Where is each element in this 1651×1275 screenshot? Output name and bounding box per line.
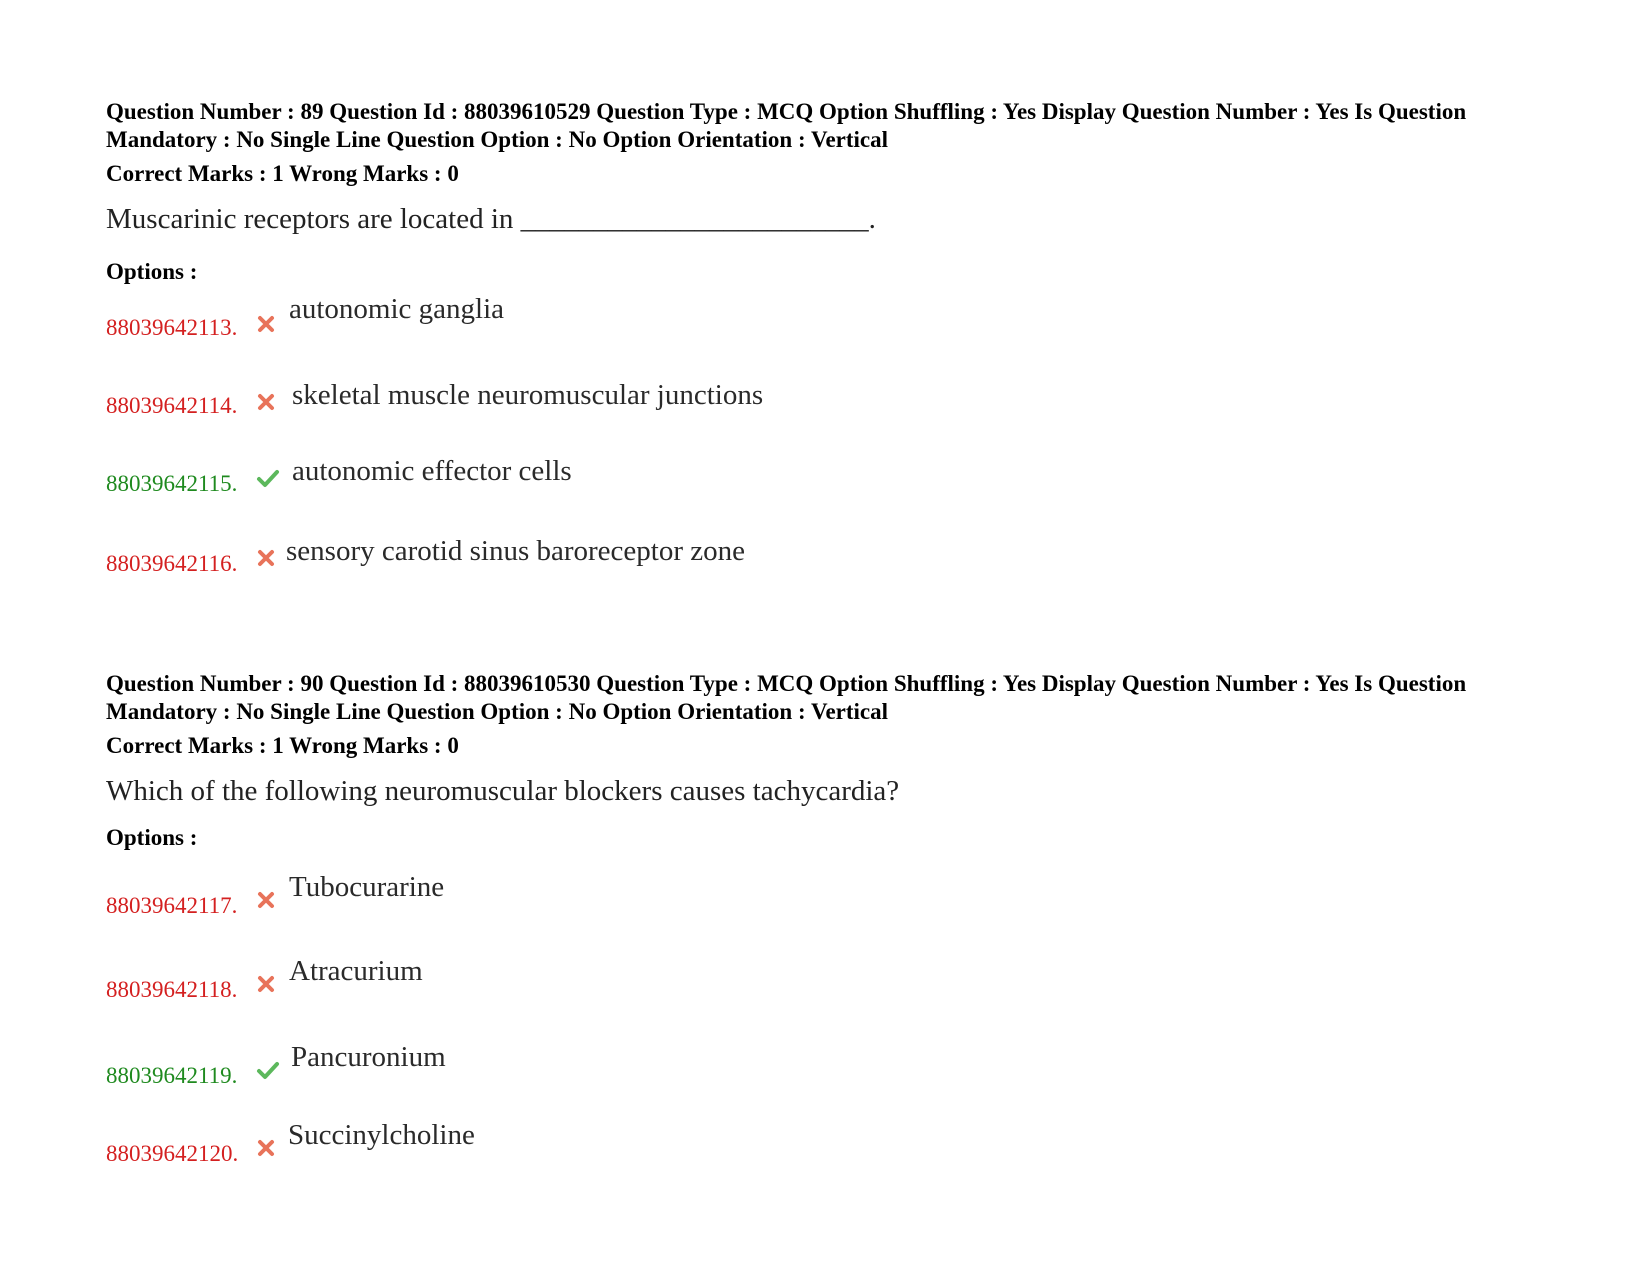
option-row: [106, 1118, 1546, 1178]
option-id: 88039642113.: [106, 315, 238, 340]
check-icon: [256, 468, 280, 488]
question-text: Muscarinic receptors are located in ________________________.: [106, 203, 876, 235]
option-id: 88039642117.: [106, 893, 238, 918]
cross-icon: [256, 890, 276, 910]
option-id: 88039642120.: [106, 1141, 239, 1166]
question-text: Which of the following neuromuscular blockers causes tachycardia?: [106, 775, 900, 807]
options-label: Options :: [106, 259, 198, 284]
question-meta: Question Number : 90 Question Id : 88039610530 Question Type : MCQ Option Shuffling : Yes Display Question Number : Yes Is Question Mandatory : No Single Line Question Option : No Option Orientation : Vertical: [106, 671, 1467, 724]
cross-icon: [256, 1138, 276, 1158]
question-block: [106, 98, 1546, 596]
option-id: 88039642119.: [106, 1063, 238, 1088]
option-row: [106, 1036, 1546, 1118]
option-row: [106, 536, 1546, 596]
option-text: sensory carotid sinus baroreceptor zone: [286, 535, 746, 567]
option-row: [106, 372, 1546, 456]
option-text: autonomic effector cells: [292, 455, 572, 487]
option-text: Succinylcholine: [288, 1119, 475, 1151]
option-text: Pancuronium: [291, 1041, 446, 1073]
cross-icon: [256, 548, 276, 568]
option-row: [106, 292, 1546, 372]
option-row: [106, 864, 1546, 950]
question-block: [106, 670, 1546, 1178]
cross-icon: [256, 974, 276, 994]
option-row: [106, 456, 1546, 536]
option-text: Tubocurarine: [289, 871, 445, 903]
options-label: Options :: [106, 825, 198, 850]
option-id: 88039642118.: [106, 977, 238, 1002]
cross-icon: [256, 392, 276, 412]
option-id: 88039642116.: [106, 551, 238, 576]
option-text: Atracurium: [289, 955, 423, 987]
document-page: [106, 98, 1546, 1178]
option-id: 88039642114.: [106, 393, 238, 418]
cross-icon: [256, 314, 276, 334]
option-text: autonomic ganglia: [289, 293, 505, 325]
question-meta: Question Number : 89 Question Id : 88039610529 Question Type : MCQ Option Shuffling : Yes Display Question Number : Yes Is Question Mandatory : No Single Line Question Option : No Option Orientation : Vertical: [106, 99, 1467, 152]
question-marks: Correct Marks : 1 Wrong Marks : 0: [106, 161, 459, 186]
check-icon: [256, 1060, 280, 1080]
option-row: [106, 950, 1546, 1036]
question-marks: Correct Marks : 1 Wrong Marks : 0: [106, 733, 459, 758]
option-text: skeletal muscle neuromuscular junctions: [292, 379, 764, 411]
option-id: 88039642115.: [106, 471, 238, 496]
